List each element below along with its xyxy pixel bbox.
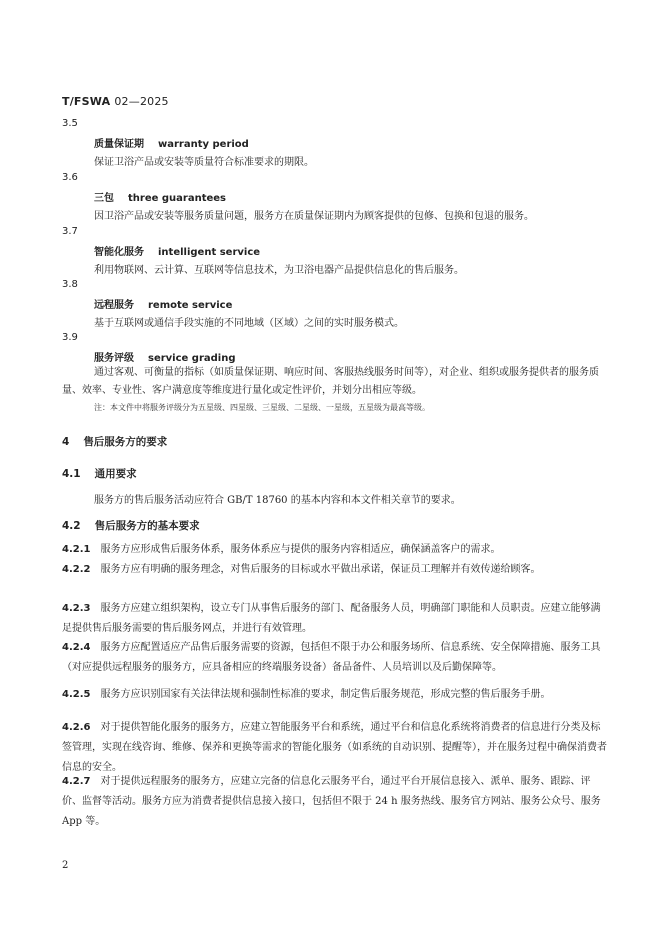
- term-zh: 质量保证期: [94, 139, 144, 150]
- clause-number: 4.2.1: [62, 544, 91, 555]
- term-en: service grading: [148, 353, 236, 364]
- term-heading: [94, 135, 249, 150]
- clause-text: 对于提供远程服务的服务方，应建立完备的信息化云服务平台，通过平台开展信息接入、派单、服务、跟踪、评价、监督等活动。服务方应为消费者提供信息接入接口，包括但不限于 24 h 服务热线、服务官方网站、服务公众号、服务 App 等。: [62, 776, 601, 827]
- term-zh: 智能化服务: [94, 247, 144, 258]
- term-number: 3.7: [62, 226, 78, 237]
- clause-number: 4.2.6: [62, 722, 91, 733]
- term-en: three guarantees: [128, 193, 226, 204]
- clause-text: 对于提供智能化服务的服务方，应建立智能服务平台和系统，通过平台和信息化系统将消费者的信息进行分类及标签管理，实现在线咨询、维修、保养和更换等需求的智能化服务（如系统的自动识别、提醒等），并在服务过程中确保消费者信息的安全。: [62, 722, 607, 773]
- term-en: warranty period: [158, 139, 249, 150]
- standard-code: [62, 95, 169, 108]
- clause: [62, 599, 608, 639]
- term-heading: [94, 189, 226, 204]
- term-number: 3.6: [62, 172, 78, 183]
- clause: [62, 638, 608, 678]
- term-en: remote service: [148, 300, 233, 311]
- term-en: intelligent service: [158, 247, 261, 258]
- clause: [62, 560, 608, 580]
- clause-text: 服务方应建立组织架构，设立专门从事售后服务的部门、配备服务人员，明确部门职能和人员职责。应建立能够满足提供售后服务需要的售后服务网点，并进行有效管理。: [62, 603, 601, 634]
- page-number: 2: [62, 860, 69, 871]
- clause: [62, 772, 608, 832]
- term-definition: 保证卫浴产品或安装等质量符合标准要求的期限。: [94, 157, 314, 168]
- clause-text: 服务方应有明确的服务理念，对售后服务的目标或水平做出承诺，保证员工理解并有效传递给顾客。: [100, 564, 541, 575]
- term-number: 3.8: [62, 279, 78, 290]
- clause-number: 4.2.7: [62, 776, 91, 787]
- term-zh: 服务评级: [94, 353, 134, 364]
- term-definition: 基于互联网或通信手段实施的不同地域（区域）之间的实时服务模式。: [94, 318, 404, 329]
- term-heading: [94, 349, 236, 364]
- subsection-number: 4.2: [62, 520, 81, 532]
- term-number: 3.9: [62, 332, 78, 343]
- paragraph: 服务方的售后服务活动应符合 GB/T 18760 的基本内容和本文件相关章节的要求。: [94, 495, 461, 506]
- clause-text: 服务方应配置适应产品售后服务需要的资源，包括但不限于办公和服务场所、信息系统、安全保障措施、服务工具（对应提供远程服务的服务方，应具备相应的终端服务设备）备品备件、人员培训以及后勤保障等。: [62, 642, 601, 673]
- subsection-number: 4.1: [62, 468, 81, 480]
- clause-number: 4.2.4: [62, 642, 91, 653]
- section-number: 4: [62, 436, 70, 448]
- clause-text: 服务方应识别国家有关法律法规和强制性标准的要求，制定售后服务规范，形成完整的售后服务手册。: [100, 689, 551, 700]
- section-heading: [62, 434, 167, 449]
- subsection-heading: [62, 518, 200, 533]
- standard-prefix: T/FSWA: [62, 95, 111, 108]
- term-zh: 三包: [94, 193, 114, 204]
- standard-number: 02—2025: [114, 95, 169, 108]
- term-heading: [94, 296, 232, 311]
- term-heading: [94, 243, 260, 258]
- clause-number: 4.2.2: [62, 564, 91, 575]
- clause-number: 4.2.3: [62, 603, 91, 614]
- term-definition: 通过客观、可衡量的指标（如质量保证期、响应时间、客服热线服务时间等），对企业、组织或服务提供者的服务质量、效率、专业性、客户满意度等维度进行量化或定性评价，并划分出相应等级。: [62, 367, 599, 396]
- clause: [62, 685, 608, 705]
- clause: [62, 718, 608, 778]
- subsection-title: 通用要求: [94, 468, 137, 480]
- section-title: 售后服务方的要求: [83, 436, 168, 448]
- term-definition: 利用物联网、云计算、互联网等信息技术，为卫浴电器产品提供信息化的售后服务。: [94, 265, 464, 276]
- term-zh: 远程服务: [94, 300, 134, 311]
- clause-number: 4.2.5: [62, 689, 91, 700]
- term-number: 3.5: [62, 118, 78, 129]
- clause: [62, 540, 608, 560]
- clause-text: 服务方应形成售后服务体系，服务体系应与提供的服务内容相适应，确保涵盖客户的需求。: [100, 544, 501, 555]
- subsection-title: 售后服务方的基本要求: [94, 520, 200, 532]
- note: 注：本文件中将服务评级分为五星级、四星级、三星级、二星级、一星级，五星级为最高等级。: [94, 403, 430, 412]
- subsection-heading: [62, 466, 137, 481]
- term-definition: 因卫浴产品或安装等服务质量问题，服务方在质量保证期内为顾客提供的包修、包换和包退的服务。: [94, 211, 534, 222]
